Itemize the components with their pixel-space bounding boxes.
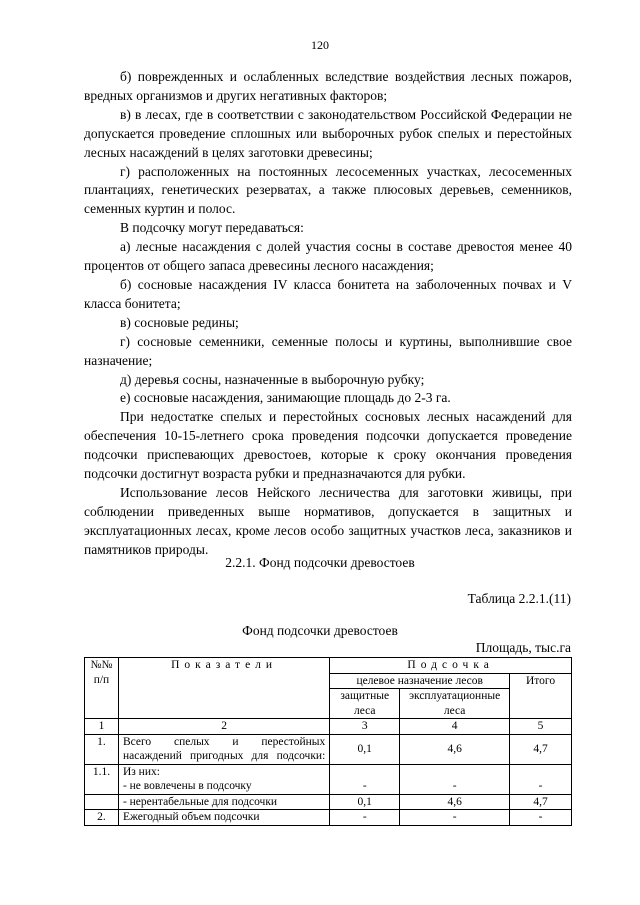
table-row (85, 794, 572, 810)
row-num: 1. (85, 734, 119, 764)
cell-protective: - (330, 810, 400, 826)
row-num (85, 794, 119, 810)
header-total: Итого (510, 673, 572, 719)
row-label: - нерентабельные для подсочки (118, 794, 329, 810)
cell-total: 4,7 (510, 734, 572, 764)
section-heading: 2.2.1. Фонд подсочки древостоев (225, 555, 415, 570)
cell-exploitation: 4,6 (400, 794, 510, 810)
row-num: 2. (85, 810, 119, 826)
table-row (85, 734, 572, 764)
row-num: 1.1. (85, 764, 119, 779)
cell-exploitation (400, 764, 510, 779)
header-indicators: Показатели (118, 658, 329, 719)
paragraph: г) сосновые семенники, семенные полосы и куртины, выполнившие свое назначение; (84, 333, 572, 368)
cell-exploitation: 4,6 (400, 734, 510, 764)
paragraph: е) сосновые насаждения, занимающие площадь до 2-3 га. (120, 390, 451, 406)
paragraph: в) в лесах, где в соответствии с законодательством Российской Федерации не допускается проведение сплошных или выборочных рубок спелых и перестойных лесных насаждений в целях заготовки древесины; (84, 106, 572, 160)
cell-total (510, 764, 572, 779)
table-row (85, 779, 572, 794)
header-num: №№ п/п (85, 658, 119, 719)
table-reference: Таблица 2.2.1.(11) (467, 591, 571, 606)
column-number: 2 (118, 719, 329, 735)
body-text (84, 68, 572, 560)
column-number: 4 (400, 719, 510, 735)
paragraph: б) сосновые насаждения IV класса бонитета на заболоченных почвах и V класса бонитета; (84, 276, 572, 311)
header-tapping: Подсочка (330, 658, 572, 674)
paragraph: г) расположенных на постоянных лесосеменных участках, лесосеменных плантациях, генетических резерватах, а также плюсовых деревьев, семенников, семенных куртин и полос. (84, 163, 572, 217)
paragraph: а) лесные насаждения с долей участия сосны в составе древостоя менее 40 процентов от общего запаса древесины лесного насаждения; (84, 239, 572, 274)
paragraph: д) деревья сосны, назначенные в выборочную рубку; (120, 371, 425, 387)
paragraph: в) сосновые редины; (120, 314, 239, 330)
cell-total: - (510, 779, 572, 794)
row-label: - не вовлечены в подсочку (118, 779, 329, 794)
cell-protective: - (330, 779, 400, 794)
header-protective: защитные леса (330, 689, 400, 719)
cell-protective (330, 764, 400, 779)
paragraph: В подсочку могут передаваться: (120, 220, 304, 236)
tapping-fund-table (84, 657, 572, 826)
column-number: 1 (85, 719, 119, 735)
table-caption: Фонд подсочки древостоев (242, 623, 398, 638)
header-purpose: целевое назначение лесов (330, 673, 510, 689)
paragraph: Использование лесов Нейского лесничества для заготовки живицы, при соблюдении приведенных выше нормативов, допускается в защитных и эксплуатационных лесах, кроме лесов особо защитных участков леса, заказников и памятников природы. (84, 484, 572, 557)
paragraph: При недостатке спелых и перестойных сосновых лесных насаждений для обеспечения 10-15-летнего срока проведения подсочки допускается проведение подсочки приспевающих древостоев, которые к сроку окончания проведения подсочки достигнут возраста рубки и предназначаются для рубки. (84, 409, 572, 482)
column-number: 5 (510, 719, 572, 735)
row-label: Из них: (118, 764, 329, 779)
column-number-row (85, 719, 572, 735)
paragraph: б) поврежденных и ослабленных вследствие воздействия лесных пожаров, вредных организмов и других негативных факторов; (84, 69, 572, 103)
cell-total: - (510, 810, 572, 826)
cell-protective: 0,1 (330, 794, 400, 810)
table-header-row (85, 658, 572, 674)
cell-exploitation: - (400, 810, 510, 826)
table-row (85, 764, 572, 779)
row-num (85, 779, 119, 794)
column-number: 3 (330, 719, 400, 735)
cell-protective: 0,1 (330, 734, 400, 764)
cell-exploitation: - (400, 779, 510, 794)
table-row (85, 810, 572, 826)
row-label: Ежегодный объем подсочки (118, 810, 329, 826)
header-exploitation: эксплуатационные леса (400, 689, 510, 719)
cell-total: 4,7 (510, 794, 572, 810)
page-number: 120 (311, 38, 329, 52)
area-unit-label: Площадь, тыс.га (475, 640, 571, 655)
row-label: Всего спелых и перестойных насаждений пригодных для подсочки: (118, 734, 329, 764)
